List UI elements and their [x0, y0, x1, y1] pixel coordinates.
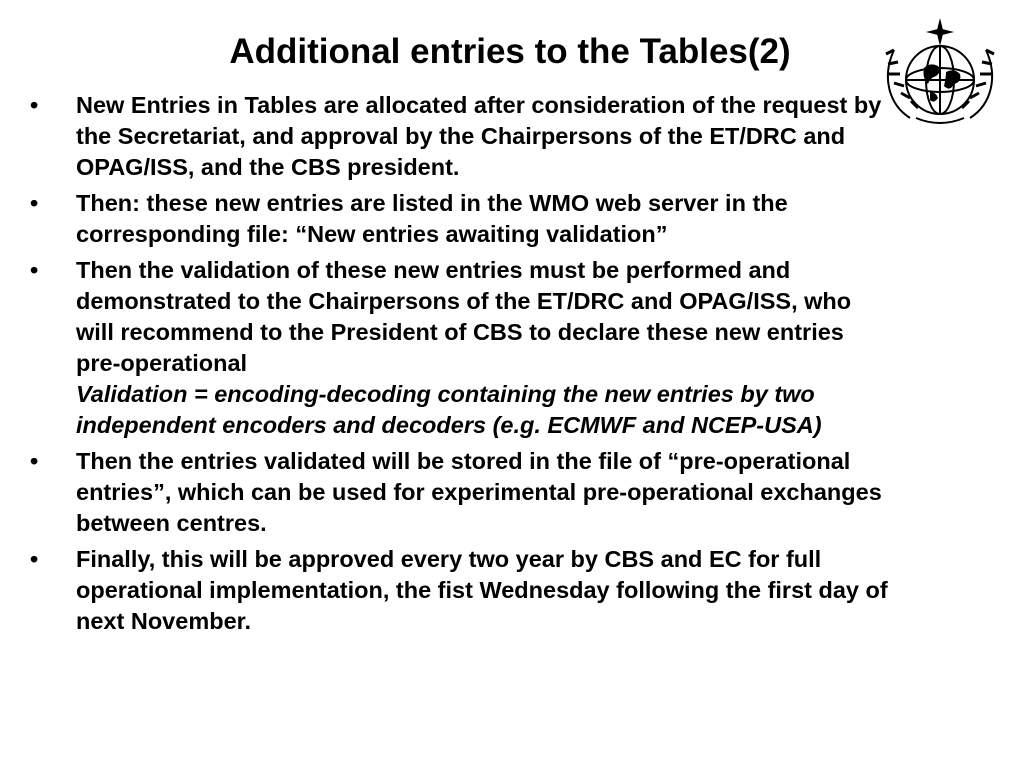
bullet-item	[30, 544, 890, 637]
bullet-text: Then the validation of these new entries must be performed and demonstrated to the Chairpersons of the ET/DRC and OPAG/ISS, who will recommend to the President of CBS to declare these new entries pre-operational	[76, 257, 852, 376]
bullet-item	[30, 90, 890, 183]
bullet-text: Then: these new entries are listed in the WMO web server in the corresponding file: “New entries awaiting validation”	[76, 190, 788, 247]
bullet-glyph: •	[30, 448, 39, 474]
bullet-text: Then the entries validated will be stored in the file of “pre-operational entries”, which can be used for experimental pre-operational exchanges between centres.	[76, 448, 882, 536]
bullet-glyph: •	[30, 92, 39, 118]
bullet-list	[30, 90, 890, 642]
bullet-text: New Entries in Tables are allocated after consideration of the request by the Secretariat, and approval by the Chairpersons of the ET/DRC and OPAG/ISS, and the CBS president.	[76, 92, 882, 180]
slide-title: Additional entries to the Tables(2)	[229, 32, 791, 71]
bullet-item	[30, 255, 890, 441]
bullet-glyph: •	[30, 546, 39, 572]
wmo-emblem-icon	[880, 16, 1000, 128]
bullet-glyph: •	[30, 190, 39, 216]
validation-note: Validation = encoding-decoding containing the new entries by two independent encoders and decoders (e.g. ECMWF and NCEP-USA)	[76, 381, 822, 438]
bullet-item	[30, 446, 890, 539]
bullet-glyph: •	[30, 257, 39, 283]
bullet-text: Finally, this will be approved every two year by CBS and EC for full operational implementation, the fist Wednesday following the first day of next November.	[76, 546, 888, 634]
bullet-item	[30, 188, 890, 250]
